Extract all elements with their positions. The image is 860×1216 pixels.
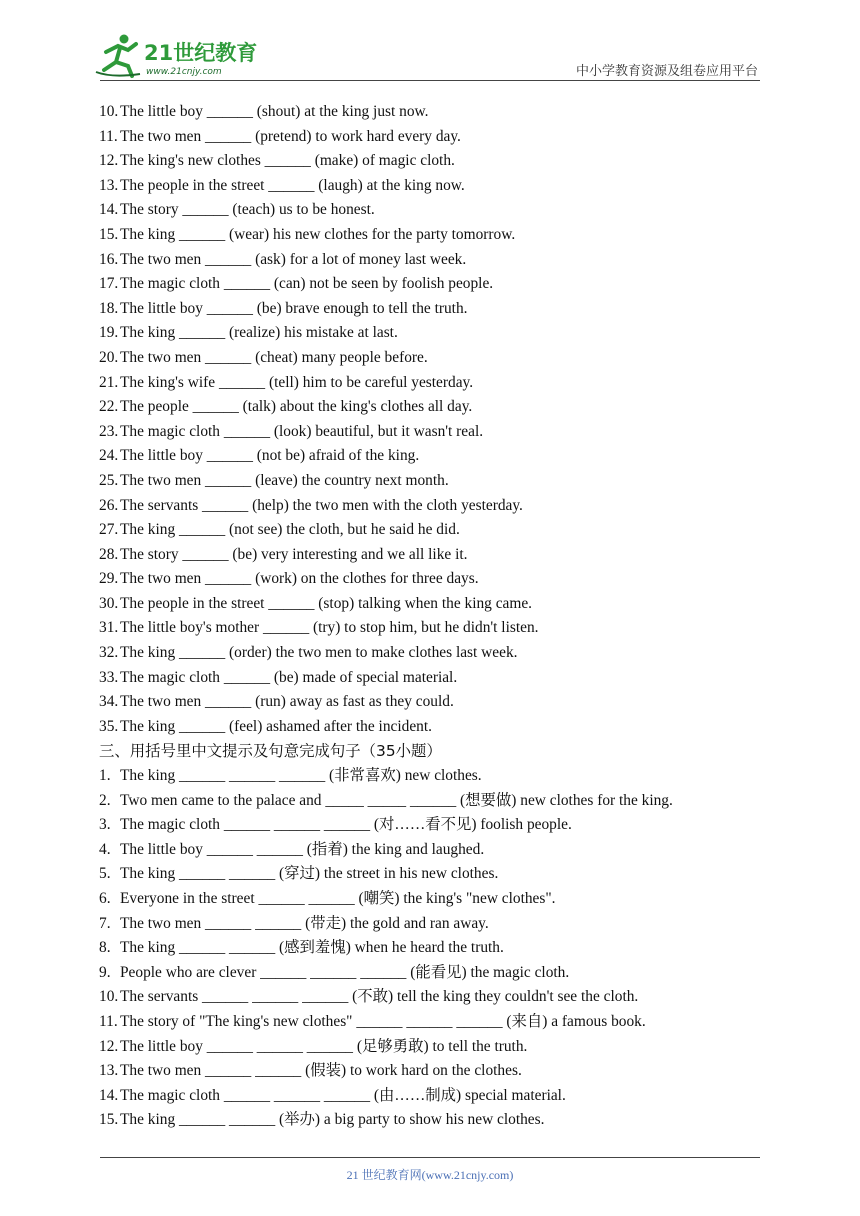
question-item (99, 395, 779, 420)
question-item (99, 789, 779, 814)
question-item (99, 248, 779, 273)
question-number: 20. (99, 348, 119, 366)
question-text: The two men ______ (leave) the country next month. (120, 471, 449, 489)
question-item (99, 666, 779, 691)
footer-site: 21 世纪教育网(www.21cnjy.com) (346, 1168, 514, 1182)
question-number: 27. (99, 521, 119, 539)
question-text: The king ______ (realize) his mistake at last. (120, 324, 398, 342)
question-item (99, 936, 779, 961)
question-text: The little boy ______ (be) brave enough to tell the truth. (120, 299, 468, 317)
question-item (99, 174, 779, 199)
question-text: The story ______ (teach) us to be honest. (120, 201, 375, 219)
question-item (99, 223, 779, 248)
logo-url: www.21cnjy.com (146, 67, 222, 77)
question-text: The two men ______ (run) away as fast as they could. (120, 693, 454, 711)
question-number: 35. (99, 717, 119, 735)
question-text: The king ______ (not see) the cloth, but he said he did. (120, 521, 460, 539)
footer-divider (100, 1157, 760, 1158)
question-text: The king ______ (wear) his new clothes for the party tomorrow. (120, 225, 516, 243)
question-item (99, 1059, 779, 1084)
question-number: 26. (99, 496, 119, 514)
question-number: 33. (99, 668, 119, 686)
worksheet-content (99, 100, 779, 1133)
question-text: The magic cloth ______ ______ ______ (对……看不见) foolish people. (120, 816, 572, 834)
question-item (99, 543, 779, 568)
question-item (99, 985, 779, 1010)
question-text: Everyone in the street ______ ______ (嘲笑) the king's "new clothes". (120, 890, 556, 907)
question-number: 25. (99, 471, 119, 489)
question-number: 16. (99, 250, 119, 268)
question-number: 28. (99, 545, 119, 563)
question-item (99, 641, 779, 666)
question-item (99, 838, 779, 863)
question-text: The story of "The king's new clothes" ______ ______ ______ (来自) a famous book. (120, 1012, 646, 1030)
question-text: The two men ______ ______ (带走) the gold and ran away. (120, 914, 489, 932)
question-item (99, 321, 779, 346)
question-text: The little boy ______ ______ (指着) the king and laughed. (120, 840, 485, 858)
question-item (99, 887, 779, 912)
question-number: 29. (99, 570, 119, 588)
question-text: The two men ______ ______ (假装) to work hard on the clothes. (120, 1062, 522, 1080)
question-item (99, 149, 779, 174)
section-verb-forms (99, 100, 779, 739)
question-item (99, 616, 779, 641)
question-number: 14. (99, 1086, 119, 1104)
question-item (99, 420, 779, 445)
question-text: The magic cloth ______ ______ ______ (由……制成) special material. (120, 1086, 566, 1104)
question-text: The little boy ______ (shout) at the king just now. (120, 103, 429, 120)
question-item (99, 100, 779, 125)
question-item (99, 764, 779, 789)
question-item (99, 371, 779, 396)
question-item (99, 1010, 779, 1035)
question-item (99, 690, 779, 715)
page-header (0, 0, 860, 82)
question-item (99, 592, 779, 617)
question-text: The little boy's mother ______ (try) to stop him, but he didn't listen. (120, 619, 539, 637)
question-number: 11. (99, 1012, 118, 1030)
question-text: The little boy ______ ______ ______ (足够勇敢) to tell the truth. (120, 1037, 528, 1055)
logo-21cnjy (92, 30, 262, 80)
question-number: 13. (99, 176, 119, 194)
question-item (99, 715, 779, 740)
question-item (99, 1084, 779, 1109)
question-text: The people in the street ______ (laugh) at the king now. (120, 176, 465, 194)
question-item (99, 125, 779, 150)
question-number: 19. (99, 324, 119, 342)
question-number: 21. (99, 373, 119, 391)
question-number: 10. (99, 103, 119, 120)
question-number: 8. (99, 939, 111, 957)
question-text: The two men ______ (ask) for a lot of money last week. (120, 250, 467, 268)
question-item (99, 912, 779, 937)
question-text: The magic cloth ______ (can) not be seen by foolish people. (120, 275, 494, 293)
question-number: 10. (99, 988, 119, 1006)
question-text: The king ______ ______ ______ (非常喜欢) new clothes. (120, 767, 482, 785)
question-text: People who are clever ______ ______ ______ (能看见) the magic cloth. (120, 963, 570, 981)
question-number: 13. (99, 1062, 119, 1080)
question-item (99, 813, 779, 838)
question-item (99, 297, 779, 322)
question-text: The king ______ ______ (穿过) the street in his new clothes. (120, 865, 499, 883)
question-number: 15. (99, 225, 119, 243)
question-number: 23. (99, 422, 119, 440)
question-text: The king ______ ______ (感到羞愧) when he heard the truth. (120, 939, 504, 957)
question-text: The servants ______ (help) the two men with the cloth yesterday. (120, 496, 523, 514)
question-item (99, 567, 779, 592)
logo-text: 21世纪教育 (144, 41, 258, 65)
question-item (99, 1035, 779, 1060)
section-complete-sentences (99, 764, 779, 1133)
question-text: The little boy ______ (not be) afraid of the king. (120, 447, 420, 465)
question-number: 5. (99, 865, 111, 883)
question-number: 12. (99, 152, 119, 170)
header-divider (100, 80, 760, 81)
question-number: 4. (99, 840, 111, 858)
question-item (99, 961, 779, 986)
header-slogan: 中小学教育资源及组卷应用平台 (575, 64, 758, 79)
question-number: 7. (99, 914, 111, 932)
question-number: 32. (99, 644, 119, 662)
question-item (99, 1108, 779, 1133)
question-item (99, 346, 779, 371)
question-number: 2. (99, 791, 111, 809)
question-number: 31. (99, 619, 119, 637)
question-text: The people in the street ______ (stop) talking when the king came. (120, 594, 533, 612)
question-text: The people ______ (talk) about the king's clothes all day. (120, 398, 473, 416)
question-number: 34. (99, 693, 119, 711)
question-text: The two men ______ (pretend) to work hard every day. (120, 127, 461, 145)
question-text: The king ______ ______ (举办) a big party to show his new clothes. (120, 1111, 545, 1129)
question-text: The king's wife ______ (tell) him to be careful yesterday. (120, 373, 474, 391)
question-text: The story ______ (be) very interesting and we all like it. (120, 545, 468, 563)
question-item (99, 444, 779, 469)
question-number: 11. (99, 127, 118, 145)
question-item (99, 272, 779, 297)
question-number: 24. (99, 447, 119, 465)
question-text: The two men ______ (cheat) many people before. (120, 348, 428, 366)
question-number: 3. (99, 816, 111, 834)
question-number: 18. (99, 299, 119, 317)
section-title: 三、用括号里中文提示及句意完成句子（35小题） (99, 742, 442, 761)
question-text: The king ______ (feel) ashamed after the incident. (120, 717, 432, 735)
question-number: 6. (99, 890, 111, 907)
question-number: 12. (99, 1037, 119, 1055)
question-item (99, 198, 779, 223)
question-number: 15. (99, 1111, 119, 1129)
question-number: 30. (99, 594, 119, 612)
question-text: The two men ______ (work) on the clothes for three days. (120, 570, 479, 588)
question-number: 22. (99, 398, 119, 416)
question-number: 17. (99, 275, 119, 293)
question-text: The king's new clothes ______ (make) of magic cloth. (120, 152, 455, 170)
question-number: 14. (99, 201, 119, 219)
question-item (99, 862, 779, 887)
question-text: The servants ______ ______ ______ (不敢) tell the king they couldn't see the cloth. (120, 988, 639, 1006)
question-item (99, 518, 779, 543)
question-text: The magic cloth ______ (be) made of special material. (120, 668, 458, 686)
question-item (99, 469, 779, 494)
question-text: The king ______ (order) the two men to make clothes last week. (120, 644, 518, 662)
question-text: The magic cloth ______ (look) beautiful, but it wasn't real. (120, 422, 484, 440)
question-number: 9. (99, 963, 111, 981)
question-item (99, 494, 779, 519)
question-number: 1. (99, 767, 111, 785)
question-text: Two men came to the palace and _____ _____ ______ (想要做) new clothes for the king. (120, 791, 673, 809)
